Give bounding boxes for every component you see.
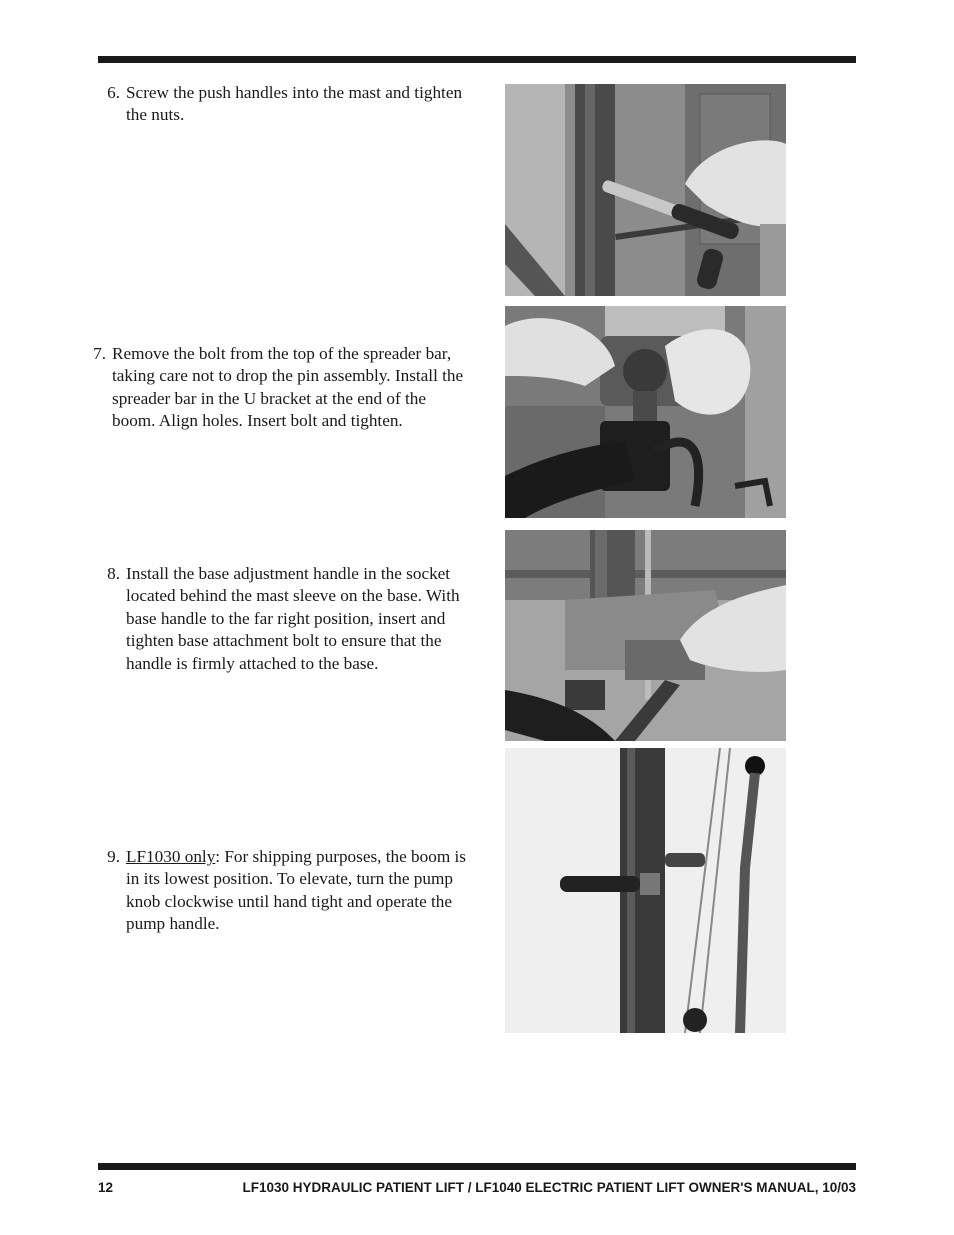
step-number: 9. — [107, 847, 120, 866]
manual-title: LF1030 HYDRAULIC PATIENT LIFT / LF1040 ELECTRIC PATIENT LIFT OWNER'S MANUAL, 10/03 — [242, 1180, 856, 1195]
photo-push-handle — [505, 84, 786, 296]
step-text — [126, 846, 478, 936]
step-text-body: : For shipping purposes, the boom is in its lowest position. To elevate, turn the pump knob clockwise until hand tight and operate the pump handle. — [126, 847, 466, 934]
step-text: Screw the push handles into the mast and tighten the nuts. — [126, 83, 463, 125]
photo-spreader-bar — [505, 306, 786, 518]
step-text: Install the base adjustment handle in the socket located behind the mast sleeve on the base. With base handle to the far right position, insert and tighten base attachment bolt to ensure that the handle is firmly attached to the base. — [126, 564, 460, 673]
step-6 — [78, 82, 478, 127]
step-8 — [78, 563, 478, 675]
step-number: 6. — [107, 83, 120, 102]
step-9 — [78, 846, 478, 936]
step-number: 7. — [93, 344, 106, 363]
model-note: LF1030 only — [126, 847, 216, 866]
step-7 — [64, 343, 464, 433]
header-rule — [98, 56, 856, 63]
footer-rule — [98, 1163, 856, 1170]
page-number: 12 — [98, 1180, 114, 1195]
step-text: Remove the bolt from the top of the spreader bar, taking care not to drop the pin assembly. Install the spreader bar in the U bracket at the end of the boom. Align holes. Insert bolt and tighten. — [112, 344, 464, 431]
photo-base-handle — [505, 530, 786, 741]
step-number: 8. — [107, 564, 120, 583]
photo-pump-handle — [505, 748, 786, 1033]
